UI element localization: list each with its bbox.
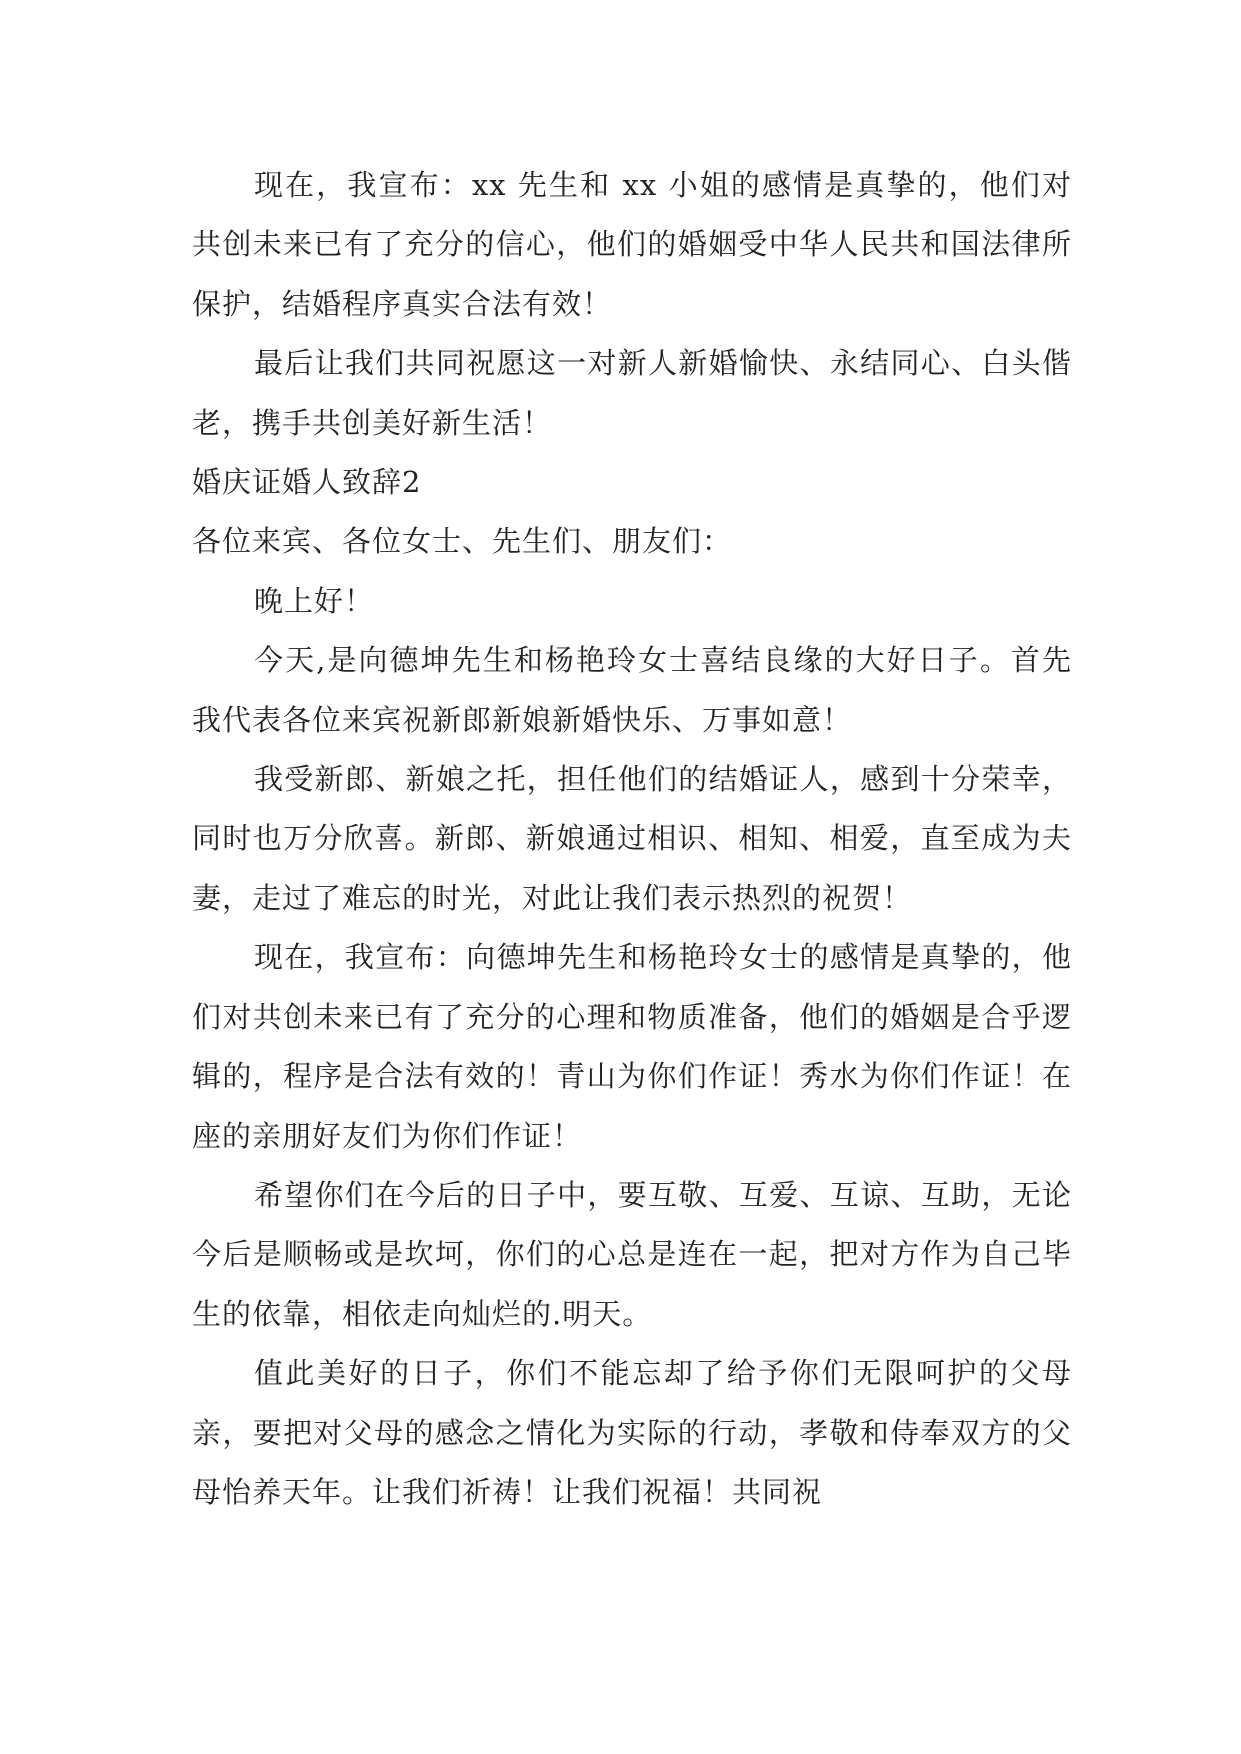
- document-body: [192, 156, 1072, 1522]
- paragraph-announcement-2: 现在，我宣布：向德坤先生和杨艳玲女士的感情是真挚的，他们对共创未来已有了充分的心理和物质准备，他们的婚姻是合乎逻辑的，程序是合法有效的！青山为你们作证！秀水为你们作证！在座的亲朋好友们为你们作证！: [192, 940, 1072, 1153]
- paragraph-parents: 值此美好的日子，你们不能忘却了给予你们无限呵护的父母亲，要把对父母的感念之情化为实际的行动，孝敬和侍奉双方的父母怡养天年。让我们祈祷！让我们祝福！共同祝: [192, 1356, 1072, 1509]
- paragraph-announcement-1: 现在，我宣布：xx 先生和 xx 小姐的感情是真挚的，他们对共创未来已有了充分的信心，他们的婚姻受中华人民共和国法律所保护，结婚程序真实合法有效！: [192, 168, 1072, 321]
- paragraph-witness: 我受新郎、新娘之托，担任他们的结婚证人，感到十分荣幸，同时也万分欣喜。新郎、新娘通过相识、相知、相爱，直至成为夫妻，走过了难忘的时光，对此让我们表示热烈的祝贺！: [192, 762, 1072, 915]
- paragraph-hope: 希望你们在今后的日子中，要互敬、互爱、互谅、互助，无论今后是顺畅或是坎坷，你们的心总是连在一起，把对方作为自己毕生的依靠，相依走向灿烂的.明天。: [192, 1177, 1072, 1331]
- paragraph-salutation: 各位来宾、各位女士、先生们、朋友们：: [192, 524, 733, 559]
- paragraph-greeting: 晚上好！: [254, 583, 375, 618]
- paragraph-blessing-1: 最后让我们共同祝愿这一对新人新婚愉快、永结同心、白头偕老，携手共创美好新生活！: [192, 346, 1072, 440]
- section-heading: 婚庆证婚人致辞2: [192, 465, 422, 500]
- paragraph-opening: 今天,是向德坤先生和杨艳玲女士喜结良缘的大好日子。首先我代表各位来宾祝新郎新娘新婚快乐、万事如意！: [192, 643, 1072, 737]
